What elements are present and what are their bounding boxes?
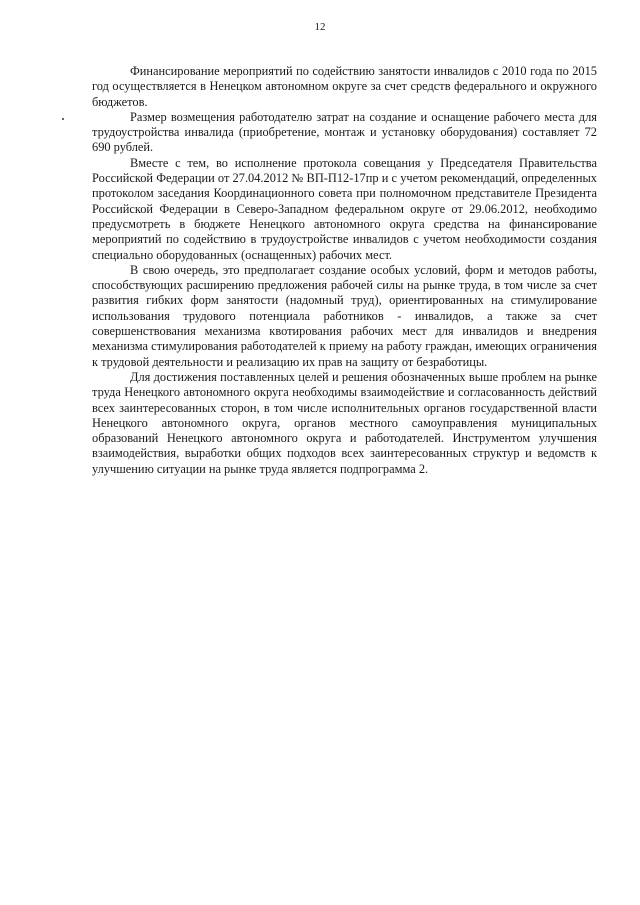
- document-body: [92, 64, 597, 477]
- margin-mark: [62, 118, 64, 120]
- page-number: 12: [314, 21, 326, 33]
- paragraph-financing: Финансирование мероприятий по содействию занятости инвалидов с 2010 года по 2015 год осуществляется в Ненецком автономном округе за счет средств федерального и окружного бюджетов.: [92, 64, 597, 109]
- paragraph-reimbursement: Размер возмещения работодателю затрат на создание и оснащение рабочего места для трудоустройства инвалида (приобретение, монтаж и установку оборудования) составляет 72 690 рублей.: [92, 109, 597, 155]
- paragraph-government-protocol: Вместе с тем, во исполнение протокола совещания у Председателя Правительства Российской Федерации от 27.04.2012 № ВП-П12-17пр и с учетом рекомендаций, определенных протоколом заседания Координационного совета при полномочном представителе Президента Российской Федерации в Северо-Западном федеральном округе от 29.06.2012, необходимо предусмотреть в бюджете Ненецкого автономного округа средства на финансирование мероприятий по содействию в трудоустройстве инвалидов с учетом необходимости создания специально оборудованных (оснащенных) рабочих мест.: [92, 155, 597, 262]
- paragraph-subprogram: Для достижения поставленных целей и решения обозначенных выше проблем на рынке труда Ненецкого автономного округа необходимы взаимодействие и согласованность действий всех заинтересованных сторон, в том числе исполнительных органов государственной власти Ненецкого автономного округа, органов местного самоуправления муниципальных образований Ненецкого автономного округа и работодателей. Инструментом улучшения взаимодействия, выработки общих подходов всех заинтересованных структур и ведомств к улучшению ситуации на рынке труда является подпрограмма 2.: [92, 369, 597, 476]
- paragraph-special-conditions: В свою очередь, это предполагает создание особых условий, форм и методов работы, способствующих расширению предложения рабочей силы на рынке труда, в том числе за счет развития гибких форм занятости (надомный труд), ориентированных на стимулирование использования трудового потенциала работников - инвалидов, а также за счет совершенствования механизма квотирования рабочих мест для инвалидов и внедрения механизма стимулирования работодателей к приему на работу граждан, имеющих ограничения к трудовой деятельности и реализацию их прав на защиту от безработицы.: [92, 262, 597, 369]
